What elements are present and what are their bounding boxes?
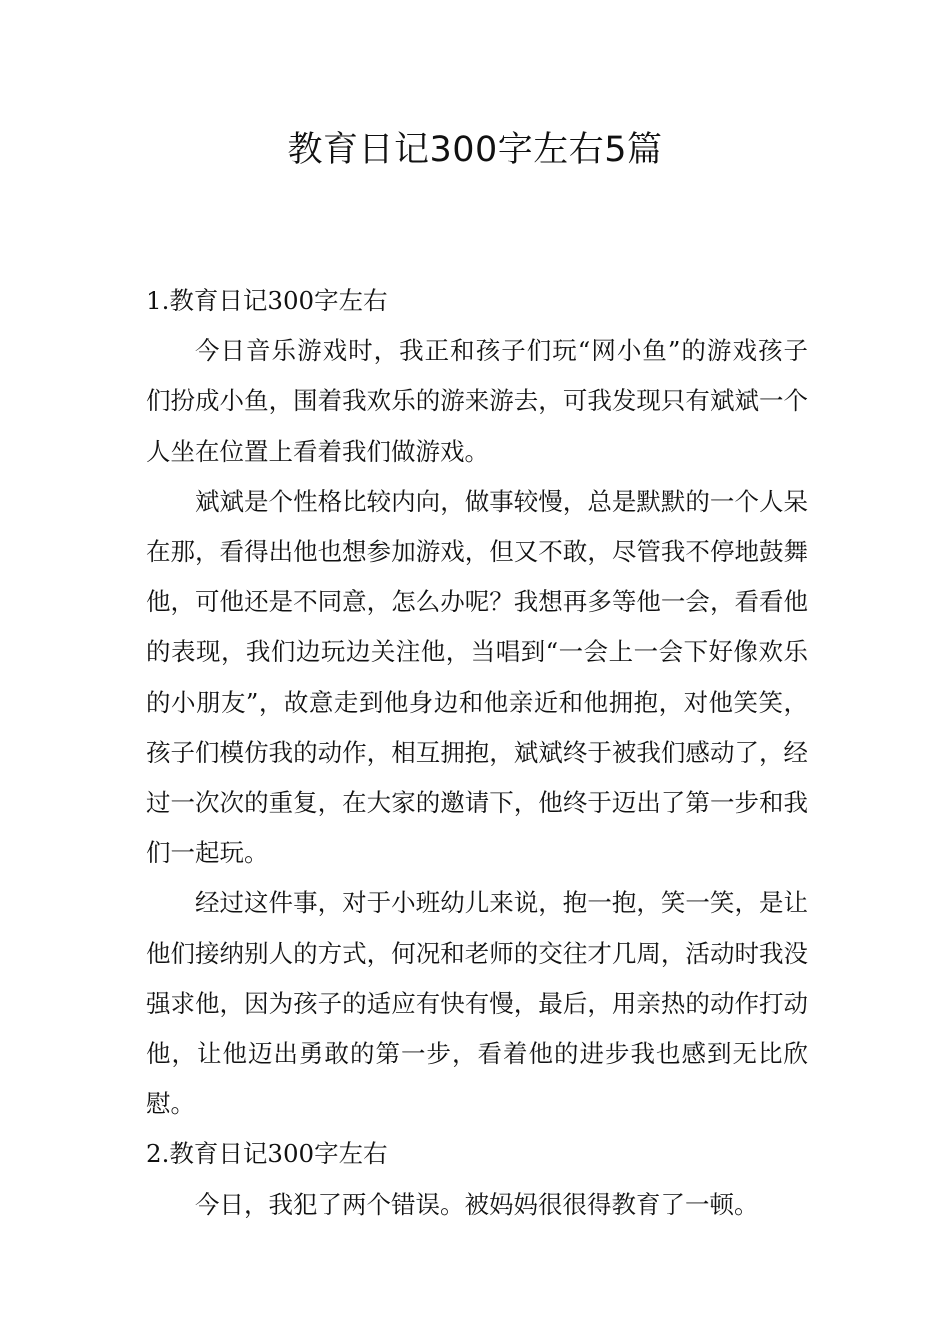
paragraph: 今日音乐游戏时，我正和孩子们玩“网小鱼”的游戏孩子们扮成小鱼，围着我欢乐的游来游去，可我发现只有斌斌一个人坐在位置上看着我们做游戏。	[146, 336, 808, 466]
section-heading: 1.教育日记300字左右	[146, 286, 388, 315]
document-body	[146, 276, 808, 1230]
section-heading: 2.教育日记300字左右	[146, 1139, 388, 1169]
paragraph: 斌斌是个性格比较内向，做事较慢，总是默默的一个人呆在那，看得出他也想参加游戏，但又不敢，尽管我不停地鼓舞他，可他还是不同意，怎么办呢？我想再多等他一会，看看他的表现，我们边玩边关注他，当唱到“一会上一会下好像欢乐的小朋友”，故意走到他身边和他亲近和他拥抱，对他笑笑，孩子们模仿我的动作，相互拥抱，斌斌终于被我们感动了，经过一次次的重复，在大家的邀请下，他终于迈出了第一步和我们一起玩。	[146, 486, 808, 868]
paragraph: 经过这件事，对于小班幼儿来说，抱一抱，笑一笑，是让他们接纳别人的方式，何况和老师的交往才几周，活动时我没强求他，因为孩子的适应有快有慢，最后，用亲热的动作打动他，让他迈出勇敢的第一步，看着他的进步我也感到无比欣慰。	[146, 888, 808, 1119]
paragraph: 今日，我犯了两个错误。被妈妈很很得教育了一顿。	[195, 1189, 759, 1219]
document-title: 教育日记300字左右5篇	[287, 130, 663, 170]
